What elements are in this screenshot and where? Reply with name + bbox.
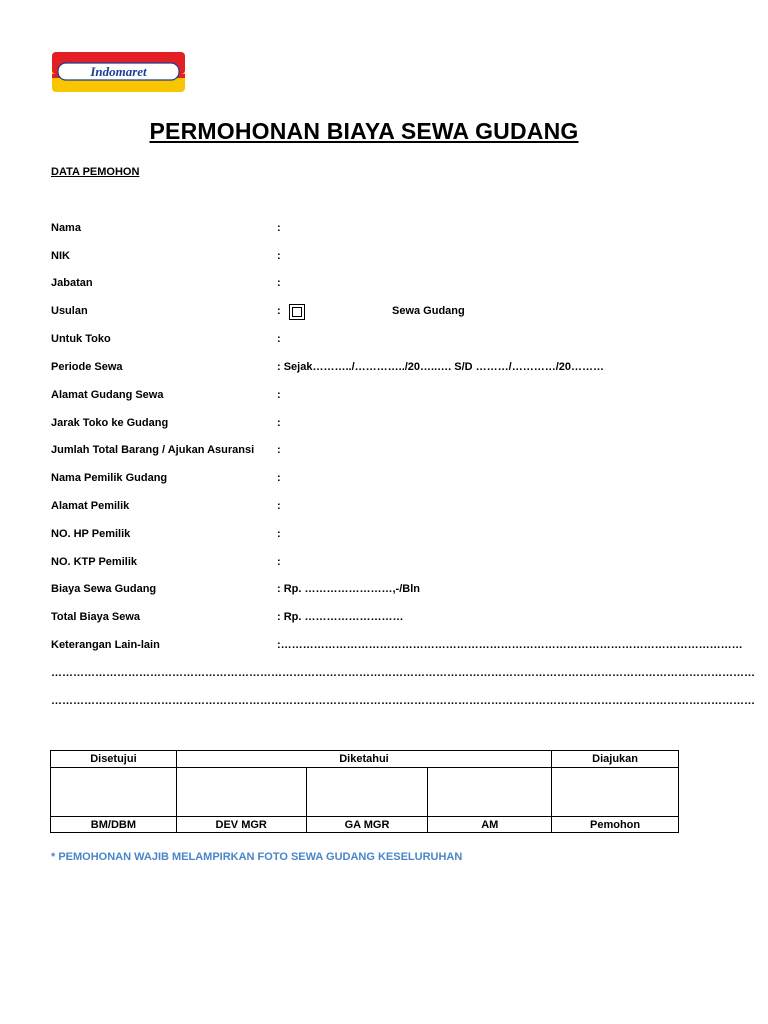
field-value[interactable]: : Rp. ……………………… (277, 611, 404, 623)
indomaret-logo (52, 52, 185, 92)
attachment-note: * PEMOHONAN WAJIB MELAMPIRKAN FOTO SEWA GUDANG KESELURUHAN (51, 851, 463, 863)
dotted-line[interactable]: ………………………………………………………………………………………………………………………………………………………………………… (51, 667, 755, 679)
field-label: Usulan (51, 305, 88, 317)
field-value[interactable]: : Rp. ……………………,-/Bln (277, 583, 420, 595)
field-label: Alamat Pemilik (51, 500, 130, 512)
page-title: PERMOHONAN BIAYA SEWA GUDANG (149, 118, 579, 144)
field-label: Nama Pemilik Gudang (51, 472, 168, 484)
role-label: DEV MGR (176, 817, 306, 833)
field-value[interactable]: : Sejak………../…………../20…..…. S/D ………/…………/20……… (277, 361, 605, 373)
field-label: Alamat Gudang Sewa (51, 389, 164, 401)
header-disetujui: Disetujui (51, 751, 177, 768)
field-value[interactable]: : (277, 444, 281, 456)
sewa-gudang-label: Sewa Gudang (392, 305, 465, 317)
signature-box[interactable] (51, 768, 177, 817)
field-label: Untuk Toko (51, 333, 111, 345)
field-value[interactable]: : (277, 333, 281, 345)
field-label: NIK (51, 250, 70, 262)
section-heading: DATA PEMOHON (51, 166, 140, 178)
field-value[interactable]: : (277, 472, 281, 484)
field-label: Jumlah Total Barang / Ajukan Asuransi (51, 444, 255, 456)
header-diajukan: Diajukan (552, 751, 679, 768)
signature-box[interactable] (552, 768, 679, 817)
field-label: Total Biaya Sewa (51, 611, 141, 623)
field-value[interactable]: : (277, 556, 281, 568)
header-diketahui: Diketahui (176, 751, 551, 768)
signature-box[interactable] (428, 768, 552, 817)
sewa-gudang-checkbox[interactable] (289, 304, 305, 320)
role-label: GA MGR (306, 817, 428, 833)
field-label: Keterangan Lain-lain (51, 639, 160, 651)
field-label: NO. KTP Pemilik (51, 556, 137, 568)
field-label: NO. HP Pemilik (51, 528, 131, 540)
signature-table (50, 750, 679, 833)
field-label: Periode Sewa (51, 361, 123, 373)
field-value[interactable]: :……………………………………………………………………………………………………………… (277, 639, 743, 651)
field-value: : (277, 305, 281, 317)
field-value[interactable]: : (277, 500, 281, 512)
field-value[interactable]: : (277, 250, 281, 262)
field-label: Biaya Sewa Gudang (51, 583, 157, 595)
signature-box[interactable] (306, 768, 428, 817)
field-label: Jabatan (51, 277, 93, 289)
field-label: Jarak Toko ke Gudang (51, 417, 169, 429)
field-value[interactable]: : (277, 528, 281, 540)
role-label: AM (428, 817, 552, 833)
role-label: Pemohon (552, 817, 679, 833)
field-value[interactable]: : (277, 222, 281, 234)
svg-text:Indomaret: Indomaret (90, 64, 147, 79)
dotted-line[interactable]: ………………………………………………………………………………………………………………………………………………………………………… (51, 695, 755, 707)
field-value[interactable]: : (277, 389, 281, 401)
signature-box[interactable] (176, 768, 306, 817)
field-label: Nama (51, 222, 81, 234)
field-value[interactable]: : (277, 417, 281, 429)
role-label: BM/DBM (51, 817, 177, 833)
field-value[interactable]: : (277, 277, 281, 289)
